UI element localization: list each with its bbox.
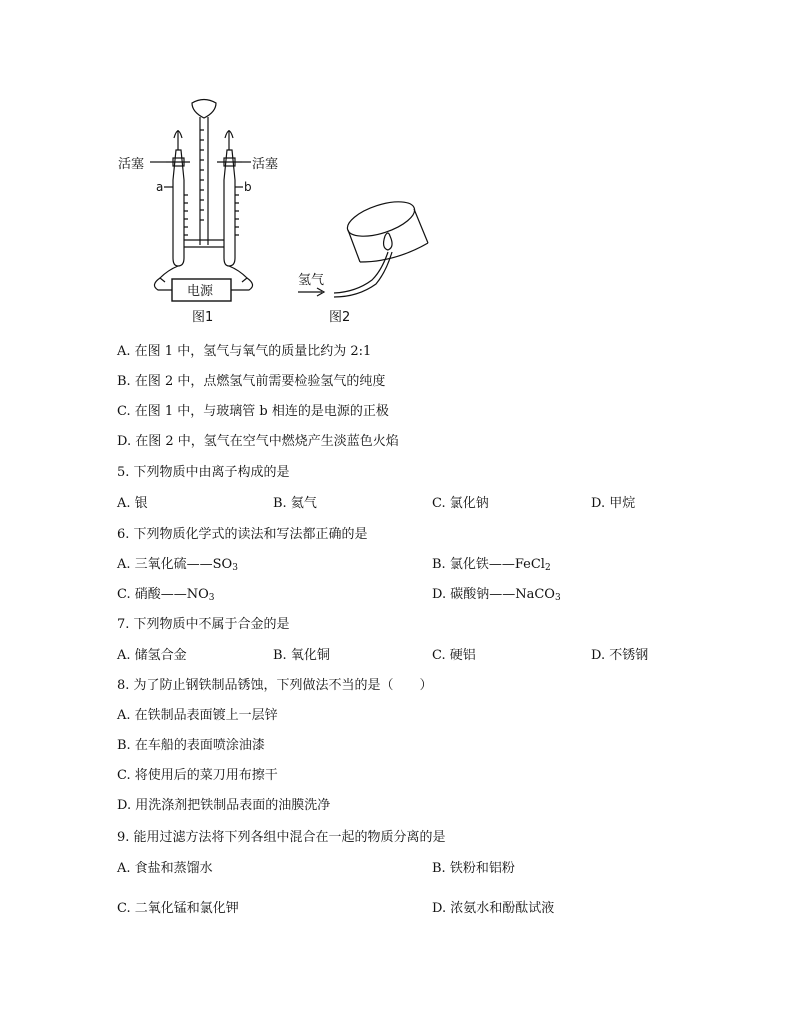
q6-stem: 6. 下列物质化学式的读法和写法都正确的是 [117,527,368,542]
q9-option-d: D. 浓氨水和酚酞试液 [432,901,555,916]
q6-option-a: A. 三氧化硫$——SO_3$ [117,557,238,573]
q7-option-a: A. 储氢合金 [117,648,187,663]
q9-stem: 9. 能用过滤方法将下列各组中混合在一起的物质分离的是 [117,830,446,845]
stopcock-label-left: 活塞 [118,157,145,172]
q4-option-c: C. 在图 1 中，与玻璃管 b 相连的是电源的正极 [117,404,389,419]
q8-option-a: A. 在铁制品表面镀上一层锌 [117,708,278,723]
power-source-label: 电源 [187,284,214,299]
figure-2-caption: 图2 [329,310,351,325]
q4-option-b: B. 在图 2 中，点燃氢气前需要检验氢气的纯度 [117,374,386,389]
q6-option-c: C. 硝酸$——NO_3$ [117,587,215,603]
q9-option-c: C. 二氧化锰和氯化钾 [117,901,239,916]
q9-option-a: A. 食盐和蒸馏水 [117,861,213,876]
figure-1-caption: 图1 [192,310,214,325]
q8-stem: 8. 为了防止钢铁制品锈蚀，下列做法不当的是（ ） [117,678,433,693]
q4-option-d: D. 在图 2 中，氢气在空气中燃烧产生淡蓝色火焰 [117,434,399,449]
q7-option-d: D. 不锈钢 [591,648,649,663]
q9-option-b: B. 铁粉和铝粉 [432,861,515,876]
q5-stem: 5. 下列物质中由离子构成的是 [117,465,290,480]
figure-area [0,0,794,340]
q5-option-d: D. 甲烷 [591,496,636,511]
q7-option-c: C. 硬铝 [432,648,476,663]
q8-option-c: C. 将使用后的菜刀用布擦干 [117,768,278,783]
q5-option-b: B. 氦气 [273,496,317,511]
tube-b-label: b [244,180,252,194]
q8-option-b: B. 在车船的表面喷涂油漆 [117,738,265,753]
stopcock-label-right: 活塞 [252,157,279,172]
q6-option-b: B. 氯化铁——FeCl$_2$ [432,557,551,573]
q4-option-a: A. 在图 1 中，氢气与氧气的质量比约为 2:1 [117,344,372,359]
q7-stem: 7. 下列物质中不属于合金的是 [117,617,290,632]
q6-option-d: D. 碳酸钠——NaCO$_3$ [432,587,561,603]
q8-option-d: D. 用洗涤剂把铁制品表面的油膜洗净 [117,798,331,813]
q5-option-a: A. 银 [117,496,148,511]
hydrogen-label: 氢气 [298,273,325,288]
q7-option-b: B. 氧化铜 [273,648,330,663]
tube-a-label: a [156,180,164,194]
q5-option-c: C. 氯化钠 [432,496,489,511]
electrolysis-apparatus [150,100,253,302]
